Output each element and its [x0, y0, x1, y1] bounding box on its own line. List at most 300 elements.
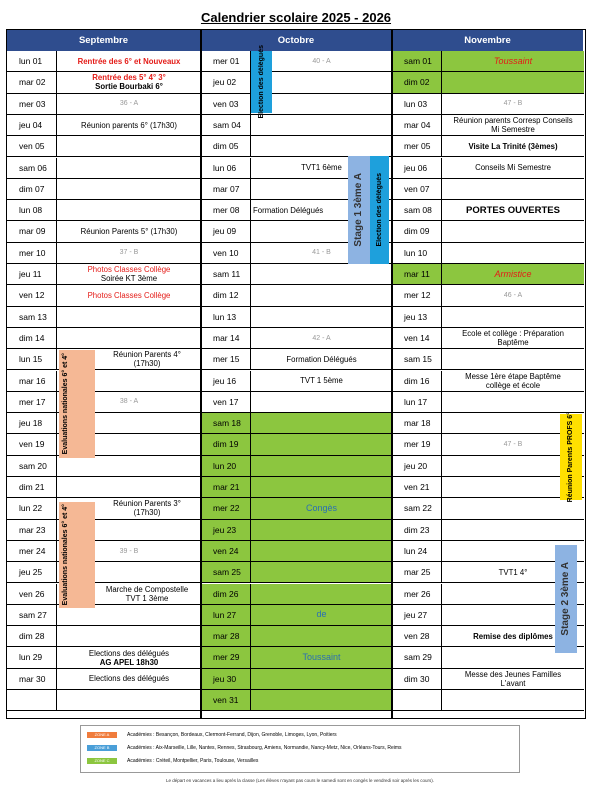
day-row — [392, 520, 584, 541]
day-row — [201, 498, 392, 519]
day-row — [201, 669, 392, 690]
day-event — [442, 179, 584, 199]
day-label: mar 07 — [201, 179, 251, 199]
event-text: 38 - A — [119, 398, 139, 406]
day-label: ven 05 — [7, 136, 57, 156]
day-event — [442, 136, 584, 156]
day-row — [392, 72, 584, 93]
event-text: Ecole et collège : Préparation — [462, 329, 564, 339]
day-label: dim 21 — [7, 477, 57, 497]
page-title: Calendrier scolaire 2025 - 2026 — [200, 10, 392, 25]
day-row — [201, 605, 392, 626]
day-event — [57, 690, 201, 710]
day-event — [251, 541, 392, 561]
day-row — [392, 477, 584, 498]
day-row — [392, 115, 584, 136]
day-event — [57, 243, 201, 263]
day-label: jeu 02 — [201, 72, 251, 92]
day-event — [442, 51, 584, 71]
day-row — [392, 498, 584, 519]
day-row — [201, 647, 392, 668]
event-text: Réunion Parents 5° (17h30) — [80, 227, 178, 237]
day-label: dim 07 — [7, 179, 57, 199]
day-row — [392, 307, 584, 328]
day-row — [7, 562, 201, 583]
day-row — [201, 72, 392, 93]
footer-note: Le départ en vacances a lieu après la classe (Les élèves n'ayant pas cours le samedi sont en congés le vendredi soir après les cours). — [165, 778, 434, 783]
legend-swatch: ZONE C — [87, 758, 117, 764]
day-label: ven 28 — [392, 626, 442, 646]
day-event — [251, 626, 392, 646]
day-label: sam 27 — [7, 605, 57, 625]
day-event — [442, 349, 584, 369]
day-row — [7, 285, 201, 306]
day-row — [392, 200, 584, 221]
day-label: dim 14 — [7, 328, 57, 348]
event-text: Toussaint — [302, 652, 341, 663]
day-event — [57, 264, 201, 284]
day-event — [251, 477, 392, 497]
day-row — [201, 392, 392, 413]
month-header: Novembre — [392, 30, 584, 51]
day-label: dim 23 — [392, 520, 442, 540]
day-label: sam 06 — [7, 158, 57, 178]
vertical-banner-eval-1 — [59, 350, 95, 458]
day-label: mar 23 — [7, 520, 57, 540]
day-label: lun 20 — [201, 456, 251, 476]
day-row — [7, 392, 201, 413]
day-label: ven 24 — [201, 541, 251, 561]
event-text: PORTES OUVERTES — [466, 204, 560, 216]
day-label: mer 29 — [201, 647, 251, 667]
day-label: ven 21 — [392, 477, 442, 497]
day-event — [251, 392, 392, 412]
month-separator — [200, 30, 202, 718]
day-label: mer 03 — [7, 94, 57, 114]
event-text: Baptême — [497, 338, 529, 348]
day-event — [442, 243, 584, 263]
day-label: mer 01 — [201, 51, 251, 71]
month-column-septembre — [7, 30, 201, 718]
event-text: Armistice — [494, 268, 532, 279]
day-row — [201, 626, 392, 647]
legend-text: Académies : Créteil, Montpellier, Paris, Toulouse, Versailles — [127, 758, 259, 764]
event-text: 40 - A — [312, 57, 331, 65]
event-text: TVT1 4° — [498, 567, 528, 577]
day-label: jeu 04 — [7, 115, 57, 135]
day-label: mer 22 — [201, 498, 251, 518]
event-text: Rentrée des 6° et Nouveaux — [77, 56, 181, 66]
day-event — [57, 626, 201, 646]
day-event — [442, 115, 584, 135]
day-label: ven 12 — [7, 285, 57, 305]
day-event — [442, 669, 584, 689]
day-event — [251, 669, 392, 689]
day-label: jeu 18 — [7, 413, 57, 433]
event-text: AG APEL 18h30 — [99, 657, 159, 667]
day-event — [251, 456, 392, 476]
day-row — [7, 307, 201, 328]
day-row — [7, 328, 201, 349]
day-label: dim 09 — [392, 221, 442, 241]
day-event — [57, 94, 201, 114]
day-label: sam 01 — [392, 51, 442, 71]
event-text: 37 - B — [119, 249, 139, 257]
day-label: mer 05 — [392, 136, 442, 156]
day-row — [201, 371, 392, 392]
day-event — [251, 285, 392, 305]
day-event — [57, 477, 201, 497]
event-text: (17h30) — [133, 359, 161, 369]
day-row — [392, 690, 584, 711]
day-row — [392, 349, 584, 370]
vertical-banner-text: Stage 2 3ème A — [560, 562, 571, 636]
day-event — [251, 264, 392, 284]
month-header: Octobre — [201, 30, 392, 51]
day-event — [442, 264, 584, 284]
day-label: dim 05 — [201, 136, 251, 156]
day-row — [201, 690, 392, 711]
day-row — [7, 51, 201, 72]
vertical-banner-text: Election des délégués — [375, 173, 383, 247]
day-row — [7, 115, 201, 136]
legend-row — [87, 758, 258, 764]
day-event — [57, 669, 201, 689]
day-row — [7, 477, 201, 498]
day-event — [251, 498, 392, 518]
vertical-banner-text: Election des délégués — [257, 45, 265, 119]
day-label: mer 17 — [7, 392, 57, 412]
day-event — [442, 285, 584, 305]
day-event — [442, 221, 584, 241]
day-label: lun 22 — [7, 498, 57, 518]
day-event — [251, 115, 392, 135]
day-label: jeu 27 — [392, 605, 442, 625]
day-row — [201, 136, 392, 157]
vertical-banner-text: Evaluations nationales 6° et 4° — [62, 504, 69, 606]
day-row — [392, 456, 584, 477]
day-label: jeu 30 — [201, 669, 251, 689]
day-label: jeu 11 — [7, 264, 57, 284]
day-row — [201, 456, 392, 477]
day-label: mar 16 — [7, 371, 57, 391]
day-label: sam 13 — [7, 307, 57, 327]
vertical-banner-text: Evaluations nationales 6° et 4° — [62, 353, 69, 455]
day-event — [57, 647, 201, 667]
day-event — [57, 179, 201, 199]
day-row — [7, 136, 201, 157]
day-event — [251, 72, 392, 92]
legend-text: Académies : Aix-Marseille, Lille, Nantes, Rennes, Strasbourg, Amiens, Normandie, Nancy-Metz, Nice, Orléans-Tours, Reims — [127, 745, 402, 751]
day-label: mer 12 — [392, 285, 442, 305]
day-event — [442, 520, 584, 540]
month-header: Septembre — [7, 30, 201, 51]
day-label: lun 17 — [392, 392, 442, 412]
day-label: jeu 23 — [201, 520, 251, 540]
day-event — [251, 328, 392, 348]
day-row — [7, 669, 201, 690]
legend-swatch: ZONE A — [87, 732, 117, 738]
day-label: lun 08 — [7, 200, 57, 220]
day-label: dim 12 — [201, 285, 251, 305]
day-event — [57, 221, 201, 241]
legend-swatch: ZONE B — [87, 745, 117, 751]
day-row — [7, 541, 201, 562]
event-text: 36 - A — [119, 100, 139, 108]
day-label: ven 31 — [201, 690, 251, 710]
day-event — [442, 307, 584, 327]
day-event — [251, 307, 392, 327]
day-label: jeu 16 — [201, 371, 251, 391]
vertical-banner-text: Réunion Parents PROFS 6° — [567, 411, 574, 503]
day-label: mer 10 — [7, 243, 57, 263]
day-row — [201, 307, 392, 328]
event-text: 46 - A — [503, 291, 523, 299]
event-text: 39 - B — [119, 547, 139, 555]
day-row — [7, 371, 201, 392]
day-row — [7, 456, 201, 477]
day-row — [392, 264, 584, 285]
day-row — [392, 371, 584, 392]
day-event — [251, 51, 392, 71]
day-event — [57, 136, 201, 156]
day-event — [251, 413, 392, 433]
day-event — [251, 647, 392, 667]
day-event — [57, 51, 201, 71]
day-label: jeu 09 — [201, 221, 251, 241]
day-label: lun 06 — [201, 158, 251, 178]
day-label: ven 10 — [201, 243, 251, 263]
day-event — [57, 200, 201, 220]
day-label: sam 25 — [201, 562, 251, 582]
event-text: L'avant — [500, 678, 526, 688]
day-label: mar 30 — [7, 669, 57, 689]
day-row — [392, 413, 584, 434]
day-event — [251, 690, 392, 710]
day-label: mar 18 — [392, 413, 442, 433]
vertical-banner-eval-2 — [59, 502, 95, 608]
day-event — [251, 136, 392, 156]
day-row — [7, 179, 201, 200]
event-text: TVT 1 5ème — [300, 376, 343, 386]
event-text: Réunion parents Corresp Conseils — [453, 116, 573, 126]
day-label: mar 25 — [392, 562, 442, 582]
day-row — [7, 584, 201, 605]
event-text: de — [316, 609, 327, 620]
event-text: 42 - A — [312, 334, 331, 342]
day-event — [57, 158, 201, 178]
event-text: Messe 1ère étape Baptême — [465, 371, 561, 381]
day-label: lun 13 — [201, 307, 251, 327]
day-row — [201, 541, 392, 562]
day-event — [57, 307, 201, 327]
day-row — [7, 498, 201, 519]
day-event — [442, 498, 584, 518]
day-row — [392, 392, 584, 413]
event-text: 47 - B — [503, 100, 523, 108]
event-text: Mi Semestre — [491, 125, 535, 135]
day-row — [392, 158, 584, 179]
day-event — [251, 371, 392, 391]
month-column-octobre — [201, 30, 392, 718]
day-event — [251, 349, 392, 369]
day-row — [201, 349, 392, 370]
day-label: sam 18 — [201, 413, 251, 433]
day-row — [392, 94, 584, 115]
day-label: mer 19 — [392, 434, 442, 454]
vertical-banner-text: Stage 1 3ème A — [353, 173, 364, 247]
day-label: lun 01 — [7, 51, 57, 71]
day-row — [7, 72, 201, 93]
day-label: lun 15 — [7, 349, 57, 369]
day-event — [57, 72, 201, 92]
day-label: jeu 06 — [392, 158, 442, 178]
day-row — [201, 94, 392, 115]
event-text: TVT1 6ème — [301, 163, 342, 173]
event-text: Remise des diplômes — [473, 631, 553, 641]
day-event — [57, 285, 201, 305]
day-label — [7, 690, 57, 710]
day-label: sam 22 — [392, 498, 442, 518]
day-label: ven 19 — [7, 434, 57, 454]
day-event — [57, 456, 201, 476]
day-event — [251, 562, 392, 582]
day-row — [392, 51, 584, 72]
day-label: mar 02 — [7, 72, 57, 92]
day-event — [251, 94, 392, 114]
day-event — [442, 328, 584, 348]
day-row — [7, 626, 201, 647]
day-label: sam 20 — [7, 456, 57, 476]
event-text: Elections des délégués — [88, 674, 170, 684]
day-event — [57, 115, 201, 135]
day-row — [392, 669, 584, 690]
day-row — [392, 285, 584, 306]
event-text: 47 - B — [503, 441, 523, 449]
day-row — [392, 179, 584, 200]
legend-text: Académies : Besançon, Bordeaux, Clermont-Ferrand, Dijon, Grenoble, Limoges, Lyon, Poitiers — [127, 732, 337, 738]
day-event — [251, 605, 392, 625]
day-label: ven 26 — [7, 584, 57, 604]
day-event — [251, 584, 392, 604]
day-row — [201, 434, 392, 455]
day-label: lun 27 — [201, 605, 251, 625]
day-row — [7, 520, 201, 541]
day-label: ven 14 — [392, 328, 442, 348]
event-text: Elections des délégués — [88, 648, 170, 658]
day-label: ven 03 — [201, 94, 251, 114]
day-row — [201, 413, 392, 434]
day-label: dim 16 — [392, 371, 442, 391]
day-event — [442, 72, 584, 92]
day-label: mer 26 — [392, 584, 442, 604]
day-row — [7, 413, 201, 434]
event-text: Formation Délégués — [253, 205, 324, 215]
event-text: Photos Classes Collège — [87, 290, 171, 300]
day-label: jeu 13 — [392, 307, 442, 327]
event-text: Messe des Jeunes Familles — [464, 669, 562, 679]
day-event — [442, 371, 584, 391]
day-row — [7, 94, 201, 115]
day-row — [7, 264, 201, 285]
day-event — [251, 520, 392, 540]
day-label: dim 30 — [392, 669, 442, 689]
day-row — [7, 221, 201, 242]
day-row — [201, 264, 392, 285]
event-text: Congès — [305, 502, 338, 513]
day-row — [392, 243, 584, 264]
day-label: mar 09 — [7, 221, 57, 241]
day-label: sam 08 — [392, 200, 442, 220]
day-label: mar 04 — [392, 115, 442, 135]
day-label: sam 15 — [392, 349, 442, 369]
day-row — [7, 434, 201, 455]
event-text: Réunion parents 6° (17h30) — [81, 120, 177, 130]
day-row — [392, 136, 584, 157]
day-row — [392, 328, 584, 349]
event-text: Visite La Trinité (3èmes) — [468, 141, 558, 151]
day-label: lun 10 — [392, 243, 442, 263]
day-label: mer 08 — [201, 200, 251, 220]
day-row — [201, 477, 392, 498]
day-event — [442, 392, 584, 412]
day-label: mar 21 — [201, 477, 251, 497]
day-row — [7, 690, 201, 711]
day-event — [442, 158, 584, 178]
day-label: dim 19 — [201, 434, 251, 454]
day-label: dim 26 — [201, 584, 251, 604]
day-event — [57, 328, 201, 348]
day-row — [392, 434, 584, 455]
day-row — [201, 562, 392, 583]
day-label: lun 03 — [392, 94, 442, 114]
day-label: mer 15 — [201, 349, 251, 369]
event-text: Sortie Bourbaki 6° — [95, 82, 163, 92]
event-text: (17h30) — [133, 508, 161, 518]
day-row — [201, 51, 392, 72]
day-label: mer 24 — [7, 541, 57, 561]
event-text: Réunion Parents 3° — [113, 499, 181, 509]
day-event — [442, 94, 584, 114]
calendar — [6, 29, 586, 719]
day-label: mar 11 — [392, 264, 442, 284]
day-label: dim 02 — [392, 72, 442, 92]
day-row — [7, 200, 201, 221]
event-text: TVT 1 3ème — [125, 593, 169, 603]
day-label: jeu 20 — [392, 456, 442, 476]
legend-row — [87, 745, 402, 751]
vertical-banner-stage-2-3a — [555, 545, 577, 653]
day-label: lun 29 — [7, 647, 57, 667]
day-event — [251, 434, 392, 454]
event-text: Réunion Parents 4° — [113, 350, 181, 360]
event-text: Soirée KT 3ème — [100, 274, 158, 284]
legend — [80, 725, 520, 773]
day-row — [7, 605, 201, 626]
vertical-banner-election-delegues-2 — [370, 156, 389, 264]
day-label: ven 17 — [201, 392, 251, 412]
event-text: Rentrée des 5° 4° 3° — [92, 73, 166, 83]
day-row — [7, 647, 201, 668]
day-label: mar 28 — [201, 626, 251, 646]
event-text: Formation Délégués — [286, 354, 357, 364]
event-text: Marche de Compostelle — [105, 584, 189, 594]
day-row — [392, 221, 584, 242]
day-label: sam 04 — [201, 115, 251, 135]
event-text: Conseils Mi Semestre — [475, 163, 551, 173]
day-label: lun 24 — [392, 541, 442, 561]
vertical-banner-stage-3a — [348, 156, 370, 264]
